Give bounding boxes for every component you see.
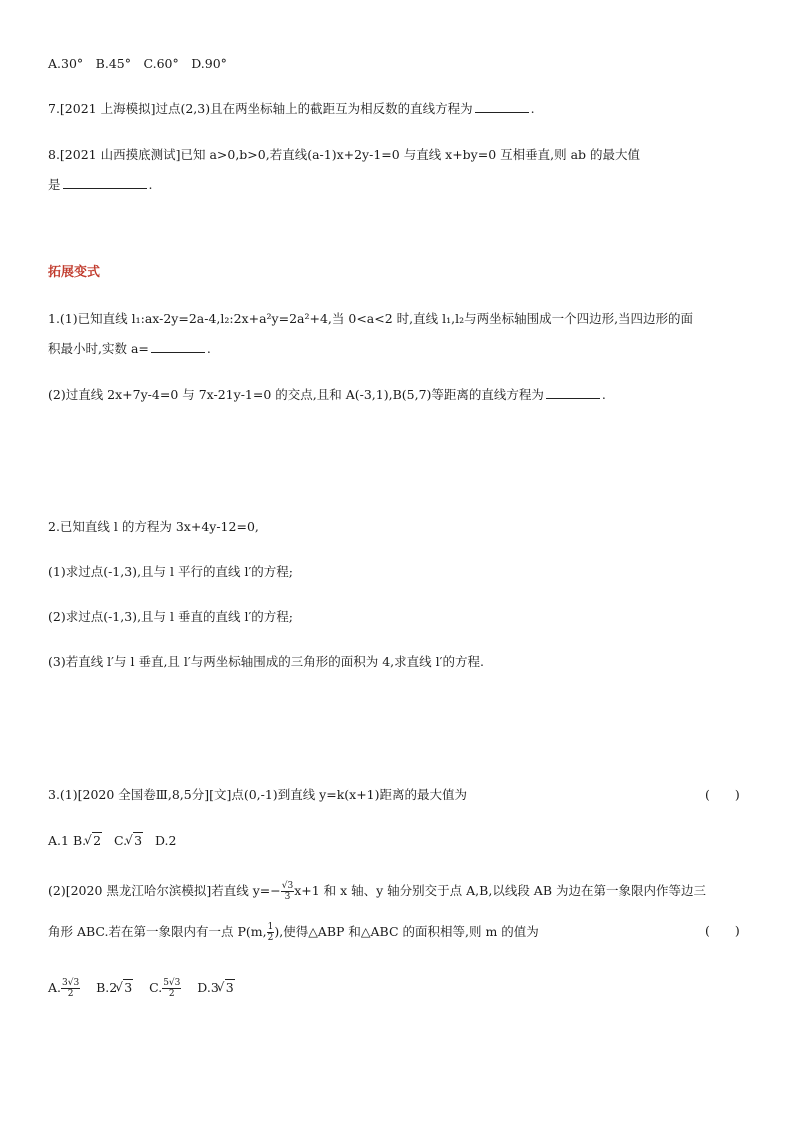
sqrt-2: √ 2	[86, 832, 102, 850]
question-7	[48, 100, 535, 118]
e1-p1-line1: 1.(1)已知直线 l₁:ax-2y=2a-4,l₂:2x+a²y=2a²+4,当 0<a<2 时,直线 l₁,l₂与两坐标轴围成一个四边形,当四边形的面	[48, 311, 694, 326]
q8-answer-blank	[63, 176, 147, 189]
e3-p2-opt-a: A.	[48, 980, 62, 995]
e3-p2-text-c: 角形 ABC.若在第一象限内有一点 P(m,	[48, 924, 267, 939]
q7-text: 7.[2021 上海模拟]过点(2,3)且在两坐标轴上的截距互为相反数的直线方程为	[48, 101, 473, 116]
e3-p2-opt-d: D.3	[197, 980, 219, 995]
e2-p2: (2)求过点(-1,3),且与 l 垂直的直线 l′的方程;	[48, 609, 294, 624]
e1-p2-tail: .	[601, 387, 606, 402]
e3-opt-b: B.	[72, 833, 87, 848]
sqrt-3-b: √ 3	[117, 979, 133, 997]
section-title: 拓展变式	[48, 265, 101, 280]
e1-p2	[48, 386, 606, 404]
fraction-one-half: $\frac{1}{2}$	[267, 922, 274, 943]
e1-p1-line2	[48, 340, 211, 358]
e1-p2-text: (2)过直线 2x+7y-4=0 与 7x-21y-1=0 的交点,且和 A(-3,1),B(5,7)等距离的直线方程为	[48, 387, 544, 402]
fraction-3sqrt3-over-2: $\frac{3√3}{2}$	[62, 978, 80, 999]
e3-p2-answer-paren: ( )	[705, 923, 740, 938]
e3-opt-c: C.	[114, 833, 128, 848]
e3-p1-answer-paren: ( )	[705, 787, 740, 802]
e3-p1-options	[48, 832, 176, 850]
e2-p3: (3)若直线 l′与 l 垂直,且 l′与两坐标轴围成的三角形的面积为 4,求直线 l′的方程.	[48, 654, 484, 669]
fraction-5sqrt3-over-2: $\frac{5√3}{2}$	[163, 978, 181, 999]
e1-p1-tail: .	[206, 341, 211, 356]
q6-options: A.30° B.45° C.60° D.90°	[48, 56, 227, 71]
e2-p1: (1)求过点(-1,3),且与 l 平行的直线 l′的方程;	[48, 564, 294, 579]
e3-p2-line2	[48, 922, 539, 943]
e3-p2-text-b: x+1 和 x 轴、y 轴分别交于点 A,B,以线段 AB 为边在第一象限内作等边三	[294, 883, 706, 898]
q7-answer-blank	[475, 100, 529, 113]
q7-tail: .	[530, 101, 535, 116]
e3-p2-text-a: (2)[2020 黑龙江哈尔滨模拟]若直线 y=−	[48, 883, 281, 898]
q8-lead: 是	[48, 177, 61, 192]
e3-p2-text-d: ),使得△ABP 和△ABC 的面积相等,则 m 的值为	[274, 924, 539, 939]
e2-stem: 2.已知直线 l 的方程为 3x+4y-12=0,	[48, 519, 259, 534]
q8-tail: .	[148, 177, 153, 192]
e3-p2-options	[48, 978, 235, 999]
e3-opt-d: D.2	[154, 833, 177, 848]
q8-line1: 8.[2021 山西摸底测试]已知 a>0,b>0,若直线(a-1)x+2y-1=0 与直线 x+by=0 互相垂直,则 ab 的最大值	[48, 147, 641, 162]
e1-p1-lead: 积最小时,实数 a=	[48, 341, 149, 356]
e3-opt-a: A.1	[48, 833, 69, 848]
e3-p2-opt-c: C.	[149, 980, 163, 995]
e1-p2-answer-blank	[546, 386, 600, 399]
e1-p1-answer-blank	[151, 340, 205, 353]
fraction-sqrt3-over-3: $\frac{√3}{3}$	[281, 881, 294, 902]
e3-p1: 3.(1)[2020 全国卷Ⅲ,8,5分][文]点(0,-1)到直线 y=k(x+1)距离的最大值为	[48, 787, 468, 802]
e3-p2-opt-b: B.2	[96, 980, 118, 995]
sqrt-3: √ 3	[127, 832, 143, 850]
e3-p2-line1	[48, 881, 706, 902]
sqrt-3-d: √ 3	[219, 979, 235, 997]
q8-line2	[48, 176, 153, 194]
